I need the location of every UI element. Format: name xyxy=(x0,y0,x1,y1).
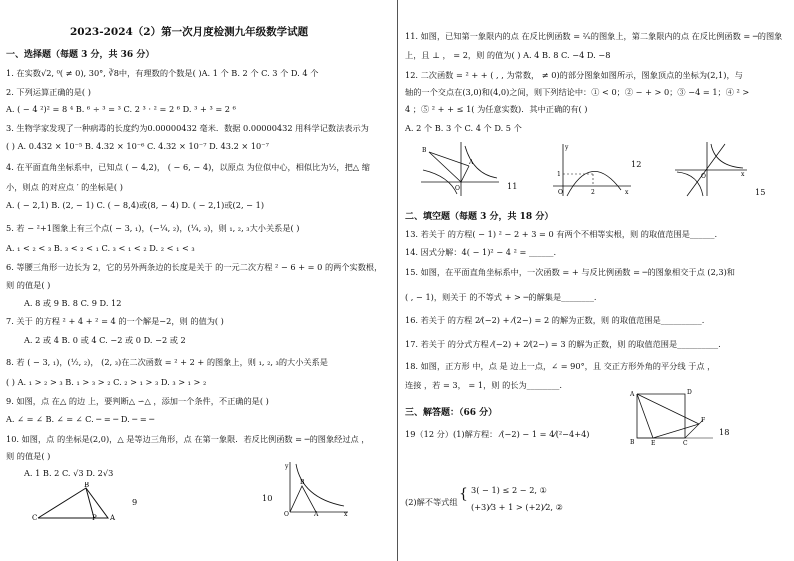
question-8: 8. 若 ( − 3, ₁)，(½, ₂)， (2, ₃)在二次函数 = ² + 2 + 的图象上，则 ₁, ₂, ₃的大小关系是 xyxy=(6,357,328,367)
question-16: 16. 若关于 的方程 2⁄(−2) + ⁄(2−) = 2 的解为正数，则 的取值范围是__________. xyxy=(405,315,705,325)
svg-text:B: B xyxy=(422,147,427,154)
question-19-part2: (2)解不等式组 xyxy=(405,497,458,507)
question-10-options: A. 1 B. 2 C. √3 D. 2√3 xyxy=(24,468,114,478)
question-10: 10. 如图，点 的坐标是(2,0)，△ 是等边三角形，点 在第一象限．若反比例函数 = ─的图象经过点 ， xyxy=(6,434,370,444)
question-7-options: A. 2 或 4 B. 0 或 4 C. −2 或 0 D. −2 或 2 xyxy=(24,335,186,345)
question-6-options: A. 8 或 9 B. 8 C. 9 D. 12 xyxy=(24,298,122,308)
svg-text:A: A xyxy=(110,514,116,522)
question-7: 7. 关于 的方程 ² + 4 + ² = 4 的一个解是−2，则 的值为( ) xyxy=(6,316,224,326)
svg-text:B: B xyxy=(84,482,90,489)
section-choice-heading: 一、选择题（每题 3 分，共 36 分） xyxy=(6,50,155,60)
right-column xyxy=(399,0,794,561)
svg-text:A: A xyxy=(630,391,635,398)
question-6-cont: 则 的值是( ) xyxy=(6,280,51,290)
figure-12-label: 12 xyxy=(631,159,642,169)
figure-9-label: 9 xyxy=(132,497,138,507)
svg-text:F: F xyxy=(701,417,706,424)
figure-12-graph xyxy=(551,142,633,198)
svg-text:C: C xyxy=(32,514,38,522)
question-10-cont: 则 的值是( ) xyxy=(6,451,51,461)
question-4-cont: 小，则点 的对应点 ′ 的坐标是( ) xyxy=(6,182,123,192)
question-11-cont: 上，且 ⊥ ， = 2，则 的值为( ) A. 4 B. 8 C. −4 D. −8 xyxy=(405,50,611,60)
question-12-options: A. 2 个 B. 3 个 C. 4 个 D. 5 个 xyxy=(405,123,522,133)
question-13: 13. 若关于 的方程( − 1) ² − 2 + 3 = 0 有两个不相等实根，则 的取值范围是______. xyxy=(405,229,718,239)
figure-15-graph xyxy=(673,140,749,198)
question-4-options: A. ( − 2,1) B. (2, − 1) C. ( − 8,4)或(8, − 4) D. ( − 2,1)或(2, − 1) xyxy=(6,200,265,210)
svg-text:y: y xyxy=(285,463,289,470)
svg-text:x: x xyxy=(344,511,348,516)
svg-text:1: 1 xyxy=(557,171,561,178)
question-12: 12. 二次函数 = ² + + ( , , 为常数， ≠ 0)的部分图象如图所示，图象顶点的坐标为(2,1)，与 xyxy=(405,70,743,80)
svg-text:x: x xyxy=(741,171,745,178)
svg-text:y: y xyxy=(565,144,569,151)
question-2-options: A. ( − 4 ²)² = 8 ⁴ B. ⁶ ÷ ³ = ³ C. 2 ³ · ² = 2 ⁶ D. ³ + ³ = 2 ⁶ xyxy=(6,104,236,114)
question-11: 11. 如图，已知第一象限内的点 在反比例函数 = ²⁄ₓ的图象上，第二象限内的点 在反比例函数 = ─的图象 xyxy=(405,31,783,41)
question-8-options: ( ) A. ₁ > ₂ > ₃ B. ₁ > ₃ > ₂ C. ₂ > ₁ > ₃ D. ₃ > ₁ > ₂ xyxy=(6,377,207,387)
inequality-1: 3( − 1) ≤ 2 − 2, ① xyxy=(471,485,547,495)
brace-symbol: { xyxy=(459,486,468,502)
question-18-cont: 连接 ，若 = 3， = 1，则 的长为________. xyxy=(405,380,562,390)
exam-title: 2023-2024（2）第一次月度检测九年级数学试题 xyxy=(70,26,309,38)
figure-15-label: 15 xyxy=(755,187,766,197)
svg-text:E: E xyxy=(651,440,656,446)
question-17: 17. 若关于 的分式方程 ⁄(−2) + 2⁄(2−) = 3 的解为正数，则 的取值范围是__________. xyxy=(405,339,721,349)
question-5: 5. 若 − ²+1图象上有三个点( − 3, ₁)，(−¼, ₂)，(¼, ₃)，则 ₁, ₂, ₃大小关系是( ) xyxy=(6,223,300,233)
figure-18-label: 18 xyxy=(719,427,730,437)
svg-text:O: O xyxy=(558,189,563,196)
svg-text:B: B xyxy=(300,479,305,486)
svg-text:O: O xyxy=(455,185,460,192)
figure-18-square xyxy=(627,388,717,446)
figure-10-graph xyxy=(280,460,350,516)
svg-text:B: B xyxy=(630,439,635,446)
inequality-2: (+3)⁄3 + 1 > (+2)⁄2, ② xyxy=(471,502,563,512)
figure-11-label: 11 xyxy=(507,181,518,191)
question-15-cont: ( , − 1)，则关于 的不等式 + > ─的解集是________. xyxy=(405,292,597,302)
svg-text:A: A xyxy=(469,159,474,166)
question-18: 18. 如图，正方形 中，点 是 边上一点，∠ = 90°，且 交正方形外角的平分线 于点 ， xyxy=(405,361,716,371)
question-15: 15. 如图，在平面直角坐标系中，一次函数 = + 与反比例函数 = ─的图象相交于点 (2,3)和 xyxy=(405,267,735,277)
question-12-cont2: 4 ；⑤ ² + + ≤ 1( 为任意实数)．其中正确的有( ) xyxy=(405,104,588,114)
figure-9-triangle xyxy=(30,482,120,522)
question-5-options: A. ₁ < ₂ < ₃ B. ₃ < ₂ < ₁ C. ₃ < ₁ < ₂ D. ₂ < ₁ < ₃ xyxy=(6,243,195,253)
question-19-part1: 19（12 分）(1)解方程： ⁄(−2) − 1 = 4⁄(²−4+4) xyxy=(405,429,590,439)
question-2: 2. 下列运算正确的是( ) xyxy=(6,87,91,97)
question-9-options: A. ∠ = ∠ B. ∠ = ∠ C. ─ = ─ D. ─ = ─ xyxy=(6,414,155,424)
svg-text:P: P xyxy=(92,514,97,522)
question-6: 6. 等腰三角形一边长为 2，它的另外两条边的长度是关于 的一元二次方程 ² − 6 + = 0 的两个实数根， xyxy=(6,262,383,272)
svg-text:O: O xyxy=(284,511,289,516)
question-12-cont1: 轴的一个交点在(3,0)和(4,0)之间，则下列结论中：① < 0；② − + > 0；③ −4 = 1；④ ² > xyxy=(405,87,750,97)
question-3-options: ( ) A. 0.432 × 10⁻⁵ B. 4.32 × 10⁻⁶ C. 4.32 × 10⁻⁷ D. 43.2 × 10⁻⁷ xyxy=(6,141,269,151)
svg-text:O: O xyxy=(701,173,706,180)
svg-text:D: D xyxy=(687,389,692,396)
svg-text:A: A xyxy=(314,511,319,516)
svg-text:2: 2 xyxy=(591,189,595,196)
question-9: 9. 如图，点 在△ 的边 上，要判断△ ∽△ ，添加一个条件，不正确的是( ) xyxy=(6,396,269,406)
question-4: 4. 在平面直角坐标系中，已知点 ( − 4,2)， ( − 6, − 4)，以原点 为位似中心，相似比为½，把△ 缩 xyxy=(6,162,370,172)
question-1: 1. 在实数√2, ⁰( ≠ 0), 30°, ∛8中，有理数的个数是( )A. 1 个 B. 2 个 C. 3 个 D. 4 个 xyxy=(6,68,319,78)
figure-10-label: 10 xyxy=(262,493,273,503)
section-solve-heading: 三、解答题：（66 分） xyxy=(405,408,498,418)
section-fill-heading: 二、填空题（每题 3 分，共 18 分） xyxy=(405,212,554,222)
question-3: 3. 生物学家发现了一种病毒的长度约为0.00000432 毫米．数据 0.00000432 用科学记数法表示为 xyxy=(6,123,369,133)
svg-text:x: x xyxy=(625,189,629,196)
question-14: 14. 因式分解：4( − 1)² − 4 ² = ______. xyxy=(405,247,557,257)
figure-11-graph xyxy=(419,140,501,198)
svg-text:C: C xyxy=(683,440,688,446)
